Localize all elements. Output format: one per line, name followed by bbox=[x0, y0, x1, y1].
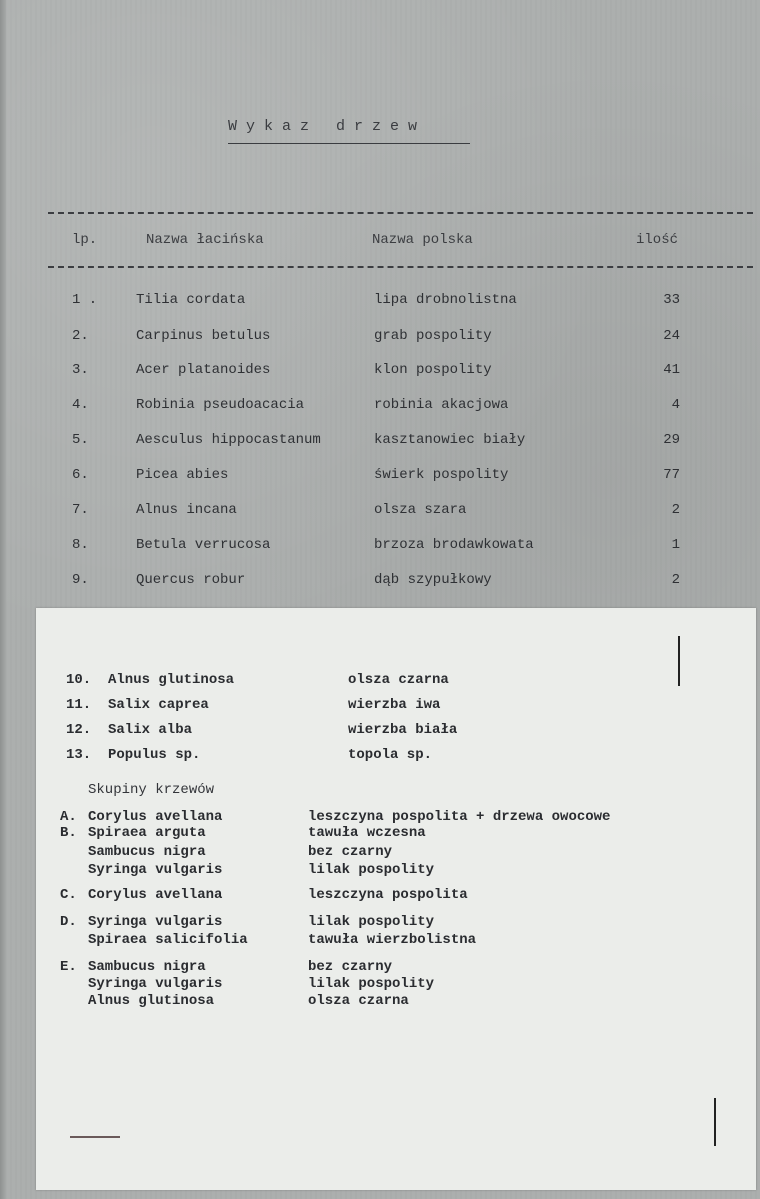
quantity: 4 bbox=[671, 397, 680, 413]
latin-name: Sambucus nigra bbox=[88, 844, 206, 860]
group-letter: A. bbox=[60, 809, 77, 825]
quantity: 1 bbox=[671, 537, 680, 553]
polish-name: robinia akacjowa bbox=[374, 397, 509, 413]
latin-name: Aesculus hippocastanum bbox=[136, 432, 321, 448]
paper-edge bbox=[0, 0, 6, 1199]
polish-name: lilak pospolity bbox=[308, 914, 435, 930]
group-letter: C. bbox=[60, 887, 77, 903]
polish-name: grab pospolity bbox=[374, 328, 492, 344]
polish-name: leszczyna pospolita bbox=[308, 887, 468, 903]
latin-name: Corylus avellana bbox=[88, 887, 223, 903]
row-number: 10. bbox=[66, 672, 92, 688]
group-letter: B. bbox=[60, 825, 77, 841]
group-letter: D. bbox=[60, 914, 77, 930]
polish-name: tawuła wczesna bbox=[308, 825, 426, 841]
polish-name: olsza szara bbox=[374, 502, 467, 518]
polish-name: bez czarny bbox=[308, 844, 393, 860]
quantity: 77 bbox=[663, 467, 680, 483]
row-number: 9. bbox=[72, 572, 89, 588]
table-row bbox=[0, 328, 760, 352]
table-row bbox=[0, 397, 760, 421]
header-polish: Nazwa polska bbox=[372, 232, 473, 248]
title-underline bbox=[228, 143, 470, 144]
latin-name: Sambucus nigra bbox=[88, 959, 206, 975]
polish-name: topola sp. bbox=[348, 747, 433, 763]
table-row bbox=[0, 467, 760, 491]
row-number: 4. bbox=[72, 397, 89, 413]
header-qty: ilość bbox=[636, 232, 679, 248]
shrubs-heading: Skupiny krzewów bbox=[88, 782, 215, 798]
latin-name: Quercus robur bbox=[136, 572, 246, 588]
polish-name: lilak pospolity bbox=[308, 862, 435, 878]
polish-name: bez czarny bbox=[308, 959, 393, 975]
polish-name: leszczyna pospolita + drzewa owocowe bbox=[308, 809, 611, 825]
table-row bbox=[0, 432, 760, 456]
pencil-dash-mark bbox=[70, 1136, 120, 1138]
latin-name: Picea abies bbox=[136, 467, 229, 483]
latin-name: Spiraea arguta bbox=[88, 825, 206, 841]
row-number: 11. bbox=[66, 697, 92, 713]
quantity: 29 bbox=[663, 432, 680, 448]
latin-name: Syringa vulgaris bbox=[88, 862, 223, 878]
row-number: 13. bbox=[66, 747, 92, 763]
table-row bbox=[0, 292, 760, 316]
page-title: W y k a z d r z e w bbox=[228, 118, 418, 135]
latin-name: Robinia pseudoacacia bbox=[136, 397, 305, 413]
row-number: 1 . bbox=[72, 292, 98, 308]
group-letter: E. bbox=[60, 959, 77, 975]
latin-name: Syringa vulgaris bbox=[88, 914, 223, 930]
polish-name: brzoza brodawkowata bbox=[374, 537, 534, 553]
latin-name: Acer platanoides bbox=[136, 362, 271, 378]
latin-name: Populus sp. bbox=[108, 747, 201, 763]
table-row bbox=[0, 537, 760, 561]
polish-name: świerk pospolity bbox=[374, 467, 509, 483]
latin-name: Salix alba bbox=[108, 722, 193, 738]
polish-name: olsza czarna bbox=[308, 993, 409, 1009]
quantity: 2 bbox=[671, 502, 680, 518]
polish-name: klon pospolity bbox=[374, 362, 492, 378]
polish-name: dąb szypułkowy bbox=[374, 572, 492, 588]
table-row bbox=[0, 502, 760, 526]
margin-mark-bottom bbox=[714, 1098, 716, 1146]
row-number: 12. bbox=[66, 722, 92, 738]
row-number: 2. bbox=[72, 328, 89, 344]
quantity: 41 bbox=[663, 362, 680, 378]
latin-name: Salix caprea bbox=[108, 697, 209, 713]
latin-name: Betula verrucosa bbox=[136, 537, 271, 553]
latin-name: Alnus glutinosa bbox=[108, 672, 235, 688]
quantity: 24 bbox=[663, 328, 680, 344]
row-number: 6. bbox=[72, 467, 89, 483]
polish-name: tawuła wierzbolistna bbox=[308, 932, 477, 948]
header-no: lp. bbox=[72, 232, 98, 248]
row-number: 5. bbox=[72, 432, 89, 448]
margin-mark-top bbox=[678, 636, 680, 686]
row-number: 3. bbox=[72, 362, 89, 378]
quantity: 2 bbox=[671, 572, 680, 588]
polish-name: wierzba iwa bbox=[348, 697, 441, 713]
latin-name: Tilia cordata bbox=[136, 292, 246, 308]
polish-name: lilak pospolity bbox=[308, 976, 435, 992]
polish-name: wierzba biała bbox=[348, 722, 458, 738]
header-latin: Nazwa łacińska bbox=[146, 232, 264, 248]
table-row bbox=[0, 572, 760, 596]
latin-name: Syringa vulgaris bbox=[88, 976, 223, 992]
latin-name: Alnus incana bbox=[136, 502, 237, 518]
latin-name: Carpinus betulus bbox=[136, 328, 271, 344]
table-header-rule bbox=[48, 266, 753, 268]
table-row bbox=[0, 362, 760, 386]
polish-name: olsza czarna bbox=[348, 672, 449, 688]
table-top-rule bbox=[48, 212, 753, 214]
row-number: 7. bbox=[72, 502, 89, 518]
polish-name: kasztanowiec biały bbox=[374, 432, 526, 448]
latin-name: Alnus glutinosa bbox=[88, 993, 215, 1009]
latin-name: Corylus avellana bbox=[88, 809, 223, 825]
polish-name: lipa drobnolistna bbox=[374, 292, 517, 308]
row-number: 8. bbox=[72, 537, 89, 553]
quantity: 33 bbox=[663, 292, 680, 308]
latin-name: Spiraea salicifolia bbox=[88, 932, 248, 948]
